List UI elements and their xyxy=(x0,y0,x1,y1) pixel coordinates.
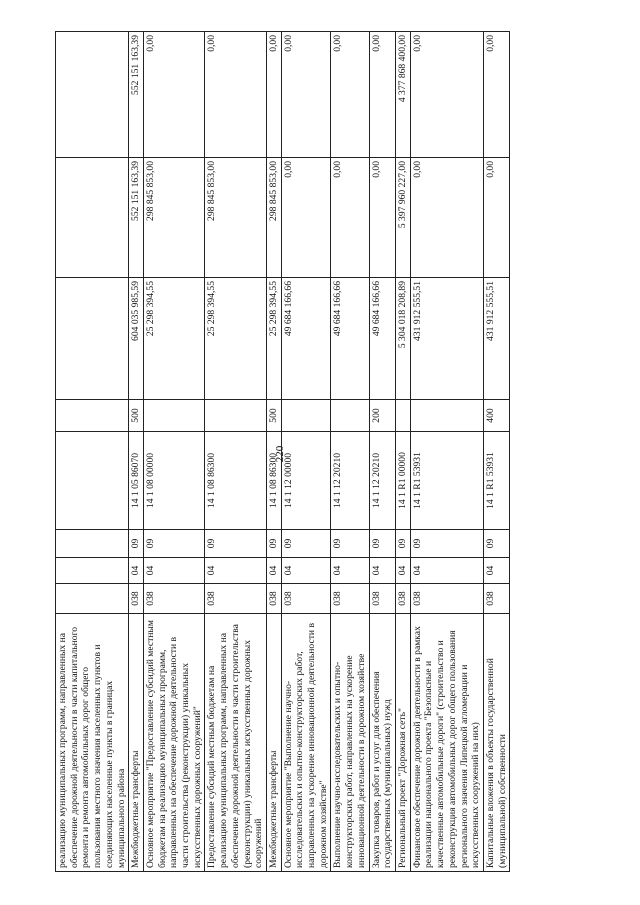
admin-code: 038 xyxy=(281,584,331,614)
row-description: Основное мероприятие "Выполнение научно-исследовательских и опытно-конструкторских работ, направленных на ускорение инновационной деятельности в дорожном хозяйстве" xyxy=(281,614,331,872)
expense-type xyxy=(56,400,129,432)
amount-year-3: 4 377 868 400,00 xyxy=(395,32,410,158)
section-code: 04 xyxy=(369,558,395,584)
row-description: Межбюджетные трансферты xyxy=(266,614,281,872)
row-description: Межбюджетные трансферты xyxy=(129,614,144,872)
section-code xyxy=(56,558,129,584)
subsection-code: 09 xyxy=(483,530,509,558)
target-article xyxy=(56,432,129,530)
expense-type xyxy=(143,400,205,432)
expense-type: 500 xyxy=(266,400,281,432)
table-row xyxy=(266,32,281,872)
amount-year-2: 5 397 960 227,00 xyxy=(395,158,410,278)
section-code: 04 xyxy=(205,558,267,584)
amount-year-2: 0,00 xyxy=(331,158,369,278)
expense-type: 400 xyxy=(483,400,509,432)
section-code: 04 xyxy=(143,558,205,584)
amount-year-3: 0,00 xyxy=(266,32,281,158)
admin-code: 038 xyxy=(395,584,410,614)
subsection-code: 09 xyxy=(281,530,331,558)
admin-code: 038 xyxy=(129,584,144,614)
subsection-code: 09 xyxy=(205,530,267,558)
target-article: 14 1 05 86070 xyxy=(129,432,144,530)
admin-code: 038 xyxy=(205,584,267,614)
amount-year-3 xyxy=(56,32,129,158)
target-article: 14 1 12 20210 xyxy=(331,432,369,530)
row-description: Закупка товаров, работ и услуг для обеспечения государственных (муниципальных) нужд xyxy=(369,614,395,872)
row-description: Выполнение научно-исследовательских и опытно-конструкторских работ, направленных на ускорение инновационной деятельности в дорожном хозяйстве xyxy=(331,614,369,872)
section-code: 04 xyxy=(129,558,144,584)
admin-code: 038 xyxy=(410,584,483,614)
subsection-code xyxy=(56,530,129,558)
table-row xyxy=(369,32,395,872)
amount-year-3: 0,00 xyxy=(205,32,267,158)
expense-type xyxy=(331,400,369,432)
expense-type: 500 xyxy=(129,400,144,432)
amount-year-2: 0,00 xyxy=(410,158,483,278)
page-number: 220 xyxy=(274,445,286,463)
table-row xyxy=(56,32,129,872)
row-description: Предоставление субсидий местным бюджетам на реализацию муниципальных программ, направленных на обеспечение дорожной деятельности в части строительства (реконструкции) уникальных искусственных дорожных сооружений xyxy=(205,614,267,872)
subsection-code: 09 xyxy=(410,530,483,558)
amount-year-1: 49 684 166,66 xyxy=(281,278,331,400)
amount-year-1: 49 684 166,66 xyxy=(369,278,395,400)
amount-year-1 xyxy=(56,278,129,400)
section-code: 04 xyxy=(395,558,410,584)
rotated-table-container xyxy=(55,32,510,872)
amount-year-3: 0,00 xyxy=(331,32,369,158)
amount-year-2: 298 845 853,00 xyxy=(143,158,205,278)
target-article: 14 1 R1 00000 xyxy=(395,432,410,530)
admin-code: 038 xyxy=(266,584,281,614)
expense-type xyxy=(395,400,410,432)
amount-year-1: 25 298 394,55 xyxy=(205,278,267,400)
amount-year-3: 0,00 xyxy=(281,32,331,158)
admin-code: 038 xyxy=(369,584,395,614)
row-description: реализацию муниципальных программ, направленных на обеспечение дорожной деятельности в части капитального ремонта и ремонта автомобильных дорог общего пользования местного значения населенных пунктов и соединяющих населенные пункты в границах муниципального района xyxy=(56,614,129,872)
table-row xyxy=(129,32,144,872)
expense-type xyxy=(281,400,331,432)
row-description: Основное мероприятие "Предоставление субсидий местным бюджетам на реализацию муниципальных программ, направленных на обеспечение дорожной деятельности в части строительства (реконструкции) уникальных искусственных дорожных сооружений" xyxy=(143,614,205,872)
amount-year-3: 0,00 xyxy=(369,32,395,158)
table-row xyxy=(483,32,509,872)
target-article: 14 1 12 20210 xyxy=(369,432,395,530)
amount-year-2: 0,00 xyxy=(369,158,395,278)
target-article: 14 1 08 00000 xyxy=(143,432,205,530)
admin-code: 038 xyxy=(143,584,205,614)
target-article: 14 1 12 00000 xyxy=(281,432,331,530)
expense-type xyxy=(205,400,267,432)
amount-year-1: 49 684 166,66 xyxy=(331,278,369,400)
target-article: 14 1 08 86300 xyxy=(205,432,267,530)
subsection-code: 09 xyxy=(266,530,281,558)
subsection-code: 09 xyxy=(369,530,395,558)
amount-year-2: 552 151 163,39 xyxy=(129,158,144,278)
table-row xyxy=(143,32,205,872)
amount-year-1: 25 298 394,55 xyxy=(143,278,205,400)
table-row xyxy=(205,32,267,872)
amount-year-2: 298 845 853,00 xyxy=(205,158,267,278)
amount-year-3: 0,00 xyxy=(483,32,509,158)
subsection-code: 09 xyxy=(395,530,410,558)
amount-year-2: 0,00 xyxy=(483,158,509,278)
amount-year-1: 431 912 555,51 xyxy=(483,278,509,400)
section-code: 04 xyxy=(266,558,281,584)
target-article: 14 1 R1 53931 xyxy=(410,432,483,530)
subsection-code: 09 xyxy=(331,530,369,558)
section-code: 04 xyxy=(331,558,369,584)
amount-year-1: 431 912 555,51 xyxy=(410,278,483,400)
expense-type: 200 xyxy=(369,400,395,432)
target-article: 14 1 08 86300 xyxy=(266,432,281,530)
table-row xyxy=(331,32,369,872)
subsection-code: 09 xyxy=(143,530,205,558)
section-code: 04 xyxy=(410,558,483,584)
amount-year-3: 552 151 163,39 xyxy=(129,32,144,158)
table-row xyxy=(410,32,483,872)
expense-type xyxy=(410,400,483,432)
amount-year-2 xyxy=(56,158,129,278)
row-description: Региональный проект "Дорожная сеть" xyxy=(395,614,410,872)
amount-year-3: 0,00 xyxy=(143,32,205,158)
subsection-code: 09 xyxy=(129,530,144,558)
budget-table xyxy=(55,31,510,872)
admin-code xyxy=(56,584,129,614)
amount-year-1: 604 035 985,59 xyxy=(129,278,144,400)
amount-year-2: 298 845 853,00 xyxy=(266,158,281,278)
section-code: 04 xyxy=(281,558,331,584)
amount-year-1: 5 304 018 208,89 xyxy=(395,278,410,400)
table-row xyxy=(395,32,410,872)
amount-year-2: 0,00 xyxy=(281,158,331,278)
table-row xyxy=(281,32,331,872)
admin-code: 038 xyxy=(483,584,509,614)
row-description: Капитальные вложения в объекты государственной (муниципальной) собственности xyxy=(483,614,509,872)
amount-year-1: 25 298 394,55 xyxy=(266,278,281,400)
target-article: 14 1 R1 53931 xyxy=(483,432,509,530)
amount-year-3: 0,00 xyxy=(410,32,483,158)
section-code: 04 xyxy=(483,558,509,584)
admin-code: 038 xyxy=(331,584,369,614)
row-description: Финансовое обеспечение дорожной деятельности в рамках реализации национального проекта "Безопасные и качественные автомобильные дороги" (строительство и реконструкция автомобильных дорог общего пользования регионального значения Липецкой агломерации и искусственных сооружений на них) xyxy=(410,614,483,872)
